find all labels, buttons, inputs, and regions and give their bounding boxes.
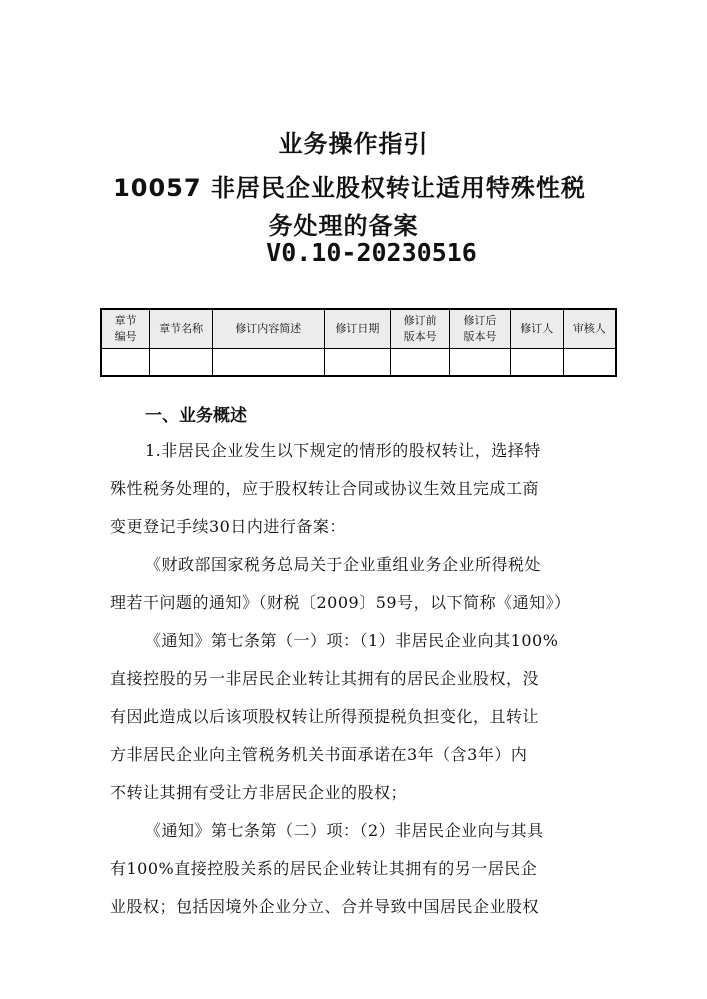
- version-number: V0.10-20230516: [266, 238, 477, 267]
- table-row: [101, 349, 616, 377]
- title-line-2: 10057 非居民企业股权转让适用特殊性税: [113, 174, 586, 202]
- table-cell: [563, 349, 616, 377]
- table-cell: [510, 349, 563, 377]
- body-line: 直接控股的另一非居民企业转让其拥有的居民企业股权，没: [110, 669, 540, 688]
- title-line-1: 业务操作指引: [278, 130, 429, 158]
- header-reviewer: 审核人: [563, 309, 616, 349]
- body-line: 业股权；包括因境外企业分立、合并导致中国居民企业股权: [110, 897, 540, 916]
- section-heading: 一、业务概述: [145, 406, 247, 426]
- body-line: 不转让其拥有受让方非居民企业的股权；: [110, 783, 408, 802]
- header-version-after: 修订后 版本号: [450, 309, 511, 349]
- table-cell: [450, 349, 511, 377]
- body-line: 殊性税务处理的，应于股权转让合同或协议生效且完成工商: [110, 479, 540, 498]
- header-revision-summary: 修订内容简述: [213, 309, 325, 349]
- body-line: 方非居民企业向主管税务机关书面承诺在3年（含3年）内: [110, 745, 528, 764]
- revision-table: [100, 308, 617, 377]
- table-cell: [324, 349, 391, 377]
- title-line-3: 务处理的备案: [268, 212, 419, 240]
- body-line: 变更登记手续30日内进行备案：: [110, 517, 346, 536]
- header-revision-date: 修订日期: [324, 309, 391, 349]
- body-line: 有因此造成以后该项股权转让所得预提税负担变化，且转让: [110, 707, 540, 726]
- body-line: 《财政部国家税务总局关于企业重组业务企业所得税处: [145, 555, 542, 574]
- revision-table-header: [101, 309, 616, 349]
- body-line: 《通知》第七条第（二）项：（2）非居民企业向与其具: [145, 821, 544, 840]
- header-chapter-name: 章节名称: [150, 309, 213, 349]
- header-version-before: 修订前 版本号: [391, 309, 450, 349]
- table-cell: [391, 349, 450, 377]
- header-reviser: 修订人: [510, 309, 563, 349]
- body-line: 有100%直接控股关系的居民企业转让其拥有的另一居民企: [110, 859, 538, 878]
- body-line: 理若干问题的通知》（财税〔2009〕59号，以下简称《通知》）: [110, 593, 571, 612]
- body-line: 《通知》第七条第（一）项：（1）非居民企业向其100%: [145, 631, 559, 650]
- table-cell: [150, 349, 213, 377]
- header-chapter-number: 章节 编号: [101, 309, 150, 349]
- table-cell: [101, 349, 150, 377]
- body-line: 1.非居民企业发生以下规定的情形的股权转让，选择特: [145, 441, 541, 460]
- table-cell: [213, 349, 325, 377]
